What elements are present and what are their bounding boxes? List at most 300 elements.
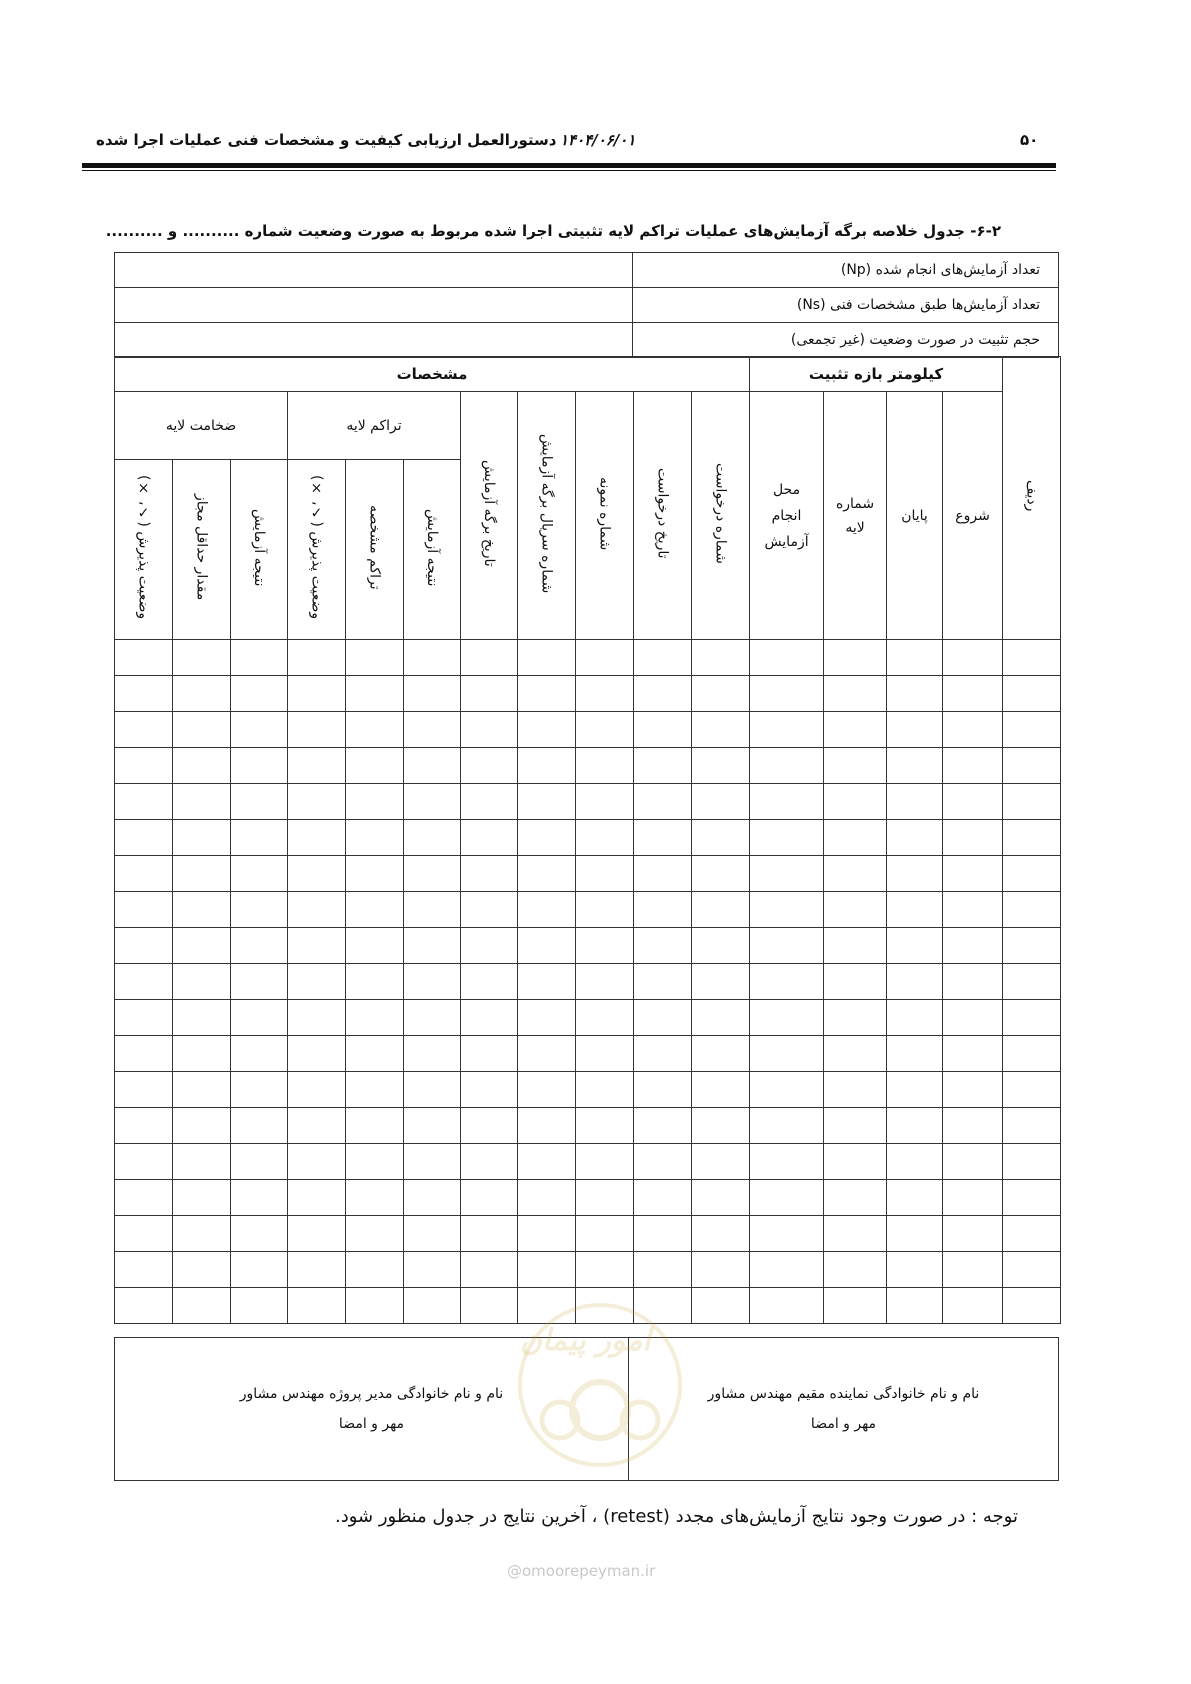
table-cell[interactable] [173, 712, 231, 748]
table-cell[interactable] [231, 964, 288, 1000]
table-cell[interactable] [750, 1180, 824, 1216]
table-cell[interactable] [518, 1252, 576, 1288]
table-cell[interactable] [346, 1252, 404, 1288]
table-cell[interactable] [288, 784, 346, 820]
table-cell[interactable] [634, 1000, 692, 1036]
table-cell[interactable] [346, 1288, 404, 1324]
table-cell[interactable] [692, 640, 750, 676]
table-cell[interactable] [750, 676, 824, 712]
table-cell[interactable] [288, 964, 346, 1000]
table-cell[interactable] [943, 676, 1003, 712]
table-cell[interactable] [887, 640, 943, 676]
table-cell[interactable] [634, 640, 692, 676]
table-cell[interactable] [750, 1036, 824, 1072]
table-cell[interactable] [173, 820, 231, 856]
table-cell[interactable] [824, 676, 887, 712]
table-cell[interactable] [576, 784, 634, 820]
table-cell[interactable] [461, 640, 518, 676]
table-cell[interactable] [461, 1000, 518, 1036]
table-cell[interactable] [173, 928, 231, 964]
table-cell[interactable] [750, 784, 824, 820]
table-cell[interactable] [115, 1144, 173, 1180]
table-cell[interactable] [115, 1108, 173, 1144]
table-cell[interactable] [634, 1036, 692, 1072]
table-cell[interactable] [518, 892, 576, 928]
table-cell[interactable] [288, 820, 346, 856]
table-cell[interactable] [288, 1180, 346, 1216]
table-cell[interactable] [634, 1072, 692, 1108]
table-cell[interactable] [346, 676, 404, 712]
table-cell[interactable] [824, 1000, 887, 1036]
table-cell[interactable] [115, 1252, 173, 1288]
table-cell[interactable] [692, 676, 750, 712]
table-cell[interactable] [461, 712, 518, 748]
table-cell[interactable] [173, 856, 231, 892]
table-cell[interactable] [887, 1216, 943, 1252]
table-cell[interactable] [231, 1000, 288, 1036]
table-cell[interactable] [943, 1000, 1003, 1036]
table-cell[interactable] [943, 820, 1003, 856]
table-cell[interactable] [1003, 856, 1061, 892]
table-cell[interactable] [115, 676, 173, 712]
table-cell[interactable] [173, 784, 231, 820]
table-cell[interactable] [824, 928, 887, 964]
table-cell[interactable] [634, 1108, 692, 1144]
table-cell[interactable] [404, 892, 461, 928]
table-cell[interactable] [634, 964, 692, 1000]
table-cell[interactable] [750, 892, 824, 928]
table-cell[interactable] [576, 676, 634, 712]
table-cell[interactable] [943, 892, 1003, 928]
table-cell[interactable] [404, 784, 461, 820]
table-cell[interactable] [115, 1036, 173, 1072]
table-cell[interactable] [518, 784, 576, 820]
table-cell[interactable] [692, 892, 750, 928]
table-cell[interactable] [288, 1000, 346, 1036]
table-cell[interactable] [518, 1180, 576, 1216]
table-cell[interactable] [692, 1180, 750, 1216]
table-cell[interactable] [404, 1036, 461, 1072]
table-cell[interactable] [634, 928, 692, 964]
table-cell[interactable] [115, 892, 173, 928]
summary-value-volume[interactable] [115, 323, 633, 358]
table-cell[interactable] [1003, 964, 1061, 1000]
table-cell[interactable] [518, 748, 576, 784]
table-cell[interactable] [518, 820, 576, 856]
table-cell[interactable] [887, 1000, 943, 1036]
table-cell[interactable] [824, 856, 887, 892]
table-cell[interactable] [404, 1216, 461, 1252]
table-cell[interactable] [231, 676, 288, 712]
table-cell[interactable] [115, 640, 173, 676]
table-cell[interactable] [1003, 1180, 1061, 1216]
table-cell[interactable] [824, 1288, 887, 1324]
table-cell[interactable] [824, 1216, 887, 1252]
table-cell[interactable] [943, 1072, 1003, 1108]
table-cell[interactable] [887, 1180, 943, 1216]
table-cell[interactable] [173, 1144, 231, 1180]
table-cell[interactable] [750, 1288, 824, 1324]
table-cell[interactable] [824, 892, 887, 928]
table-cell[interactable] [115, 712, 173, 748]
table-cell[interactable] [461, 1180, 518, 1216]
table-cell[interactable] [634, 748, 692, 784]
table-cell[interactable] [518, 640, 576, 676]
table-cell[interactable] [288, 1216, 346, 1252]
signature-resident-engineer[interactable] [629, 1338, 1059, 1481]
table-cell[interactable] [576, 1108, 634, 1144]
table-cell[interactable] [461, 1288, 518, 1324]
table-cell[interactable] [692, 1072, 750, 1108]
table-cell[interactable] [943, 928, 1003, 964]
table-cell[interactable] [461, 928, 518, 964]
table-cell[interactable] [173, 1072, 231, 1108]
table-cell[interactable] [750, 964, 824, 1000]
table-cell[interactable] [115, 1072, 173, 1108]
table-cell[interactable] [231, 820, 288, 856]
table-cell[interactable] [346, 1144, 404, 1180]
table-cell[interactable] [1003, 748, 1061, 784]
table-cell[interactable] [887, 712, 943, 748]
table-cell[interactable] [634, 892, 692, 928]
table-cell[interactable] [692, 748, 750, 784]
table-cell[interactable] [231, 1288, 288, 1324]
table-cell[interactable] [461, 1252, 518, 1288]
table-cell[interactable] [750, 1252, 824, 1288]
table-cell[interactable] [346, 1072, 404, 1108]
table-cell[interactable] [943, 1288, 1003, 1324]
table-cell[interactable] [461, 820, 518, 856]
table-cell[interactable] [1003, 676, 1061, 712]
table-cell[interactable] [231, 856, 288, 892]
table-cell[interactable] [115, 856, 173, 892]
table-cell[interactable] [173, 1000, 231, 1036]
table-cell[interactable] [404, 820, 461, 856]
table-cell[interactable] [346, 1216, 404, 1252]
table-cell[interactable] [943, 964, 1003, 1000]
table-cell[interactable] [231, 1180, 288, 1216]
table-cell[interactable] [576, 820, 634, 856]
table-cell[interactable] [461, 1216, 518, 1252]
table-cell[interactable] [943, 1216, 1003, 1252]
table-cell[interactable] [518, 1108, 576, 1144]
table-cell[interactable] [824, 1108, 887, 1144]
table-cell[interactable] [518, 712, 576, 748]
table-cell[interactable] [943, 1108, 1003, 1144]
summary-value-ns[interactable] [115, 288, 633, 323]
table-cell[interactable] [231, 640, 288, 676]
table-cell[interactable] [404, 856, 461, 892]
table-cell[interactable] [750, 1072, 824, 1108]
table-cell[interactable] [750, 1216, 824, 1252]
table-cell[interactable] [824, 1144, 887, 1180]
table-cell[interactable] [887, 1036, 943, 1072]
table-cell[interactable] [404, 748, 461, 784]
table-cell[interactable] [887, 1108, 943, 1144]
table-cell[interactable] [634, 1144, 692, 1180]
table-cell[interactable] [943, 1252, 1003, 1288]
table-cell[interactable] [461, 676, 518, 712]
table-cell[interactable] [576, 892, 634, 928]
table-cell[interactable] [692, 1036, 750, 1072]
table-cell[interactable] [346, 856, 404, 892]
table-cell[interactable] [461, 964, 518, 1000]
table-cell[interactable] [461, 748, 518, 784]
table-cell[interactable] [1003, 1000, 1061, 1036]
table-cell[interactable] [1003, 1252, 1061, 1288]
table-cell[interactable] [1003, 928, 1061, 964]
table-cell[interactable] [461, 1144, 518, 1180]
table-cell[interactable] [518, 1072, 576, 1108]
table-cell[interactable] [576, 928, 634, 964]
table-cell[interactable] [173, 748, 231, 784]
table-cell[interactable] [231, 1108, 288, 1144]
table-cell[interactable] [750, 1108, 824, 1144]
table-cell[interactable] [824, 640, 887, 676]
table-cell[interactable] [692, 1108, 750, 1144]
table-cell[interactable] [824, 1180, 887, 1216]
table-cell[interactable] [173, 640, 231, 676]
table-cell[interactable] [634, 712, 692, 748]
table-cell[interactable] [634, 676, 692, 712]
table-cell[interactable] [692, 1288, 750, 1324]
table-cell[interactable] [750, 856, 824, 892]
table-cell[interactable] [288, 928, 346, 964]
table-cell[interactable] [634, 1216, 692, 1252]
table-cell[interactable] [576, 1072, 634, 1108]
table-cell[interactable] [1003, 640, 1061, 676]
table-cell[interactable] [404, 1072, 461, 1108]
table-cell[interactable] [288, 856, 346, 892]
table-cell[interactable] [346, 928, 404, 964]
table-cell[interactable] [887, 1144, 943, 1180]
table-cell[interactable] [115, 784, 173, 820]
table-cell[interactable] [288, 1252, 346, 1288]
table-cell[interactable] [288, 1108, 346, 1144]
table-cell[interactable] [1003, 820, 1061, 856]
table-cell[interactable] [518, 1216, 576, 1252]
table-cell[interactable] [887, 964, 943, 1000]
table-cell[interactable] [943, 784, 1003, 820]
table-cell[interactable] [346, 748, 404, 784]
table-cell[interactable] [1003, 892, 1061, 928]
table-cell[interactable] [115, 928, 173, 964]
table-cell[interactable] [173, 1108, 231, 1144]
table-cell[interactable] [692, 1252, 750, 1288]
table-cell[interactable] [887, 1072, 943, 1108]
table-cell[interactable] [1003, 1288, 1061, 1324]
table-cell[interactable] [346, 1036, 404, 1072]
table-cell[interactable] [288, 748, 346, 784]
table-cell[interactable] [576, 856, 634, 892]
table-cell[interactable] [231, 1036, 288, 1072]
table-cell[interactable] [346, 784, 404, 820]
table-cell[interactable] [461, 1072, 518, 1108]
table-cell[interactable] [943, 1036, 1003, 1072]
table-cell[interactable] [943, 712, 1003, 748]
table-cell[interactable] [461, 1108, 518, 1144]
table-cell[interactable] [404, 676, 461, 712]
table-cell[interactable] [692, 820, 750, 856]
table-cell[interactable] [288, 1072, 346, 1108]
table-cell[interactable] [231, 1072, 288, 1108]
table-cell[interactable] [346, 820, 404, 856]
summary-value-np[interactable] [115, 253, 633, 288]
table-cell[interactable] [518, 856, 576, 892]
table-cell[interactable] [115, 1000, 173, 1036]
table-cell[interactable] [231, 1216, 288, 1252]
table-cell[interactable] [576, 712, 634, 748]
table-cell[interactable] [692, 928, 750, 964]
table-cell[interactable] [887, 676, 943, 712]
table-cell[interactable] [173, 892, 231, 928]
table-cell[interactable] [115, 1288, 173, 1324]
table-cell[interactable] [887, 1252, 943, 1288]
table-cell[interactable] [824, 712, 887, 748]
table-cell[interactable] [404, 928, 461, 964]
table-cell[interactable] [824, 1072, 887, 1108]
table-cell[interactable] [231, 1144, 288, 1180]
table-cell[interactable] [518, 964, 576, 1000]
table-cell[interactable] [404, 712, 461, 748]
table-cell[interactable] [404, 640, 461, 676]
table-cell[interactable] [692, 712, 750, 748]
table-cell[interactable] [1003, 784, 1061, 820]
table-cell[interactable] [887, 892, 943, 928]
table-cell[interactable] [576, 1144, 634, 1180]
table-cell[interactable] [346, 1108, 404, 1144]
table-cell[interactable] [173, 1252, 231, 1288]
table-cell[interactable] [346, 640, 404, 676]
table-cell[interactable] [887, 784, 943, 820]
table-cell[interactable] [518, 1036, 576, 1072]
table-cell[interactable] [824, 1252, 887, 1288]
table-cell[interactable] [404, 1000, 461, 1036]
table-cell[interactable] [231, 784, 288, 820]
table-cell[interactable] [404, 1144, 461, 1180]
table-cell[interactable] [346, 1180, 404, 1216]
table-cell[interactable] [231, 928, 288, 964]
table-cell[interactable] [887, 928, 943, 964]
table-cell[interactable] [173, 1180, 231, 1216]
table-cell[interactable] [634, 1180, 692, 1216]
table-cell[interactable] [750, 1000, 824, 1036]
table-cell[interactable] [692, 856, 750, 892]
table-cell[interactable] [943, 1180, 1003, 1216]
table-cell[interactable] [1003, 1216, 1061, 1252]
table-cell[interactable] [461, 784, 518, 820]
table-cell[interactable] [750, 1144, 824, 1180]
table-cell[interactable] [346, 712, 404, 748]
table-cell[interactable] [288, 640, 346, 676]
table-cell[interactable] [115, 748, 173, 784]
table-cell[interactable] [692, 784, 750, 820]
table-cell[interactable] [115, 1216, 173, 1252]
table-cell[interactable] [887, 856, 943, 892]
table-cell[interactable] [1003, 1072, 1061, 1108]
table-cell[interactable] [1003, 1108, 1061, 1144]
table-cell[interactable] [404, 1288, 461, 1324]
table-cell[interactable] [943, 640, 1003, 676]
table-cell[interactable] [115, 820, 173, 856]
table-cell[interactable] [288, 1144, 346, 1180]
table-cell[interactable] [692, 964, 750, 1000]
table-cell[interactable] [750, 928, 824, 964]
table-cell[interactable] [824, 748, 887, 784]
table-cell[interactable] [887, 820, 943, 856]
table-cell[interactable] [824, 820, 887, 856]
table-cell[interactable] [824, 964, 887, 1000]
table-cell[interactable] [461, 856, 518, 892]
table-cell[interactable] [943, 1144, 1003, 1180]
table-cell[interactable] [634, 1252, 692, 1288]
table-cell[interactable] [576, 748, 634, 784]
table-cell[interactable] [231, 1252, 288, 1288]
table-cell[interactable] [288, 1288, 346, 1324]
table-cell[interactable] [518, 1000, 576, 1036]
table-cell[interactable] [346, 1000, 404, 1036]
table-cell[interactable] [346, 964, 404, 1000]
table-cell[interactable] [231, 712, 288, 748]
table-cell[interactable] [824, 784, 887, 820]
table-cell[interactable] [887, 748, 943, 784]
table-cell[interactable] [288, 676, 346, 712]
table-cell[interactable] [288, 712, 346, 748]
table-cell[interactable] [1003, 712, 1061, 748]
table-cell[interactable] [943, 856, 1003, 892]
table-cell[interactable] [231, 892, 288, 928]
table-cell[interactable] [518, 1144, 576, 1180]
table-cell[interactable] [750, 820, 824, 856]
table-cell[interactable] [173, 1216, 231, 1252]
table-cell[interactable] [404, 964, 461, 1000]
table-cell[interactable] [692, 1144, 750, 1180]
table-cell[interactable] [634, 856, 692, 892]
table-cell[interactable] [173, 1288, 231, 1324]
table-cell[interactable] [634, 784, 692, 820]
table-cell[interactable] [576, 640, 634, 676]
table-cell[interactable] [173, 1036, 231, 1072]
table-cell[interactable] [576, 1180, 634, 1216]
table-cell[interactable] [576, 1252, 634, 1288]
table-cell[interactable] [231, 748, 288, 784]
table-cell[interactable] [887, 1288, 943, 1324]
table-cell[interactable] [1003, 1144, 1061, 1180]
table-cell[interactable] [518, 928, 576, 964]
table-cell[interactable] [346, 892, 404, 928]
table-cell[interactable] [404, 1108, 461, 1144]
table-cell[interactable] [943, 748, 1003, 784]
table-cell[interactable] [576, 1036, 634, 1072]
table-cell[interactable] [576, 964, 634, 1000]
table-cell[interactable] [288, 892, 346, 928]
table-cell[interactable] [173, 964, 231, 1000]
table-cell[interactable] [404, 1180, 461, 1216]
table-cell[interactable] [173, 676, 231, 712]
table-cell[interactable] [750, 748, 824, 784]
table-cell[interactable] [750, 712, 824, 748]
table-cell[interactable] [634, 820, 692, 856]
table-cell[interactable] [576, 1000, 634, 1036]
table-cell[interactable] [518, 676, 576, 712]
table-cell[interactable] [692, 1216, 750, 1252]
table-cell[interactable] [1003, 1036, 1061, 1072]
table-cell[interactable] [576, 1216, 634, 1252]
table-cell[interactable] [115, 1180, 173, 1216]
table-cell[interactable] [461, 892, 518, 928]
table-cell[interactable] [461, 1036, 518, 1072]
table-cell[interactable] [750, 640, 824, 676]
